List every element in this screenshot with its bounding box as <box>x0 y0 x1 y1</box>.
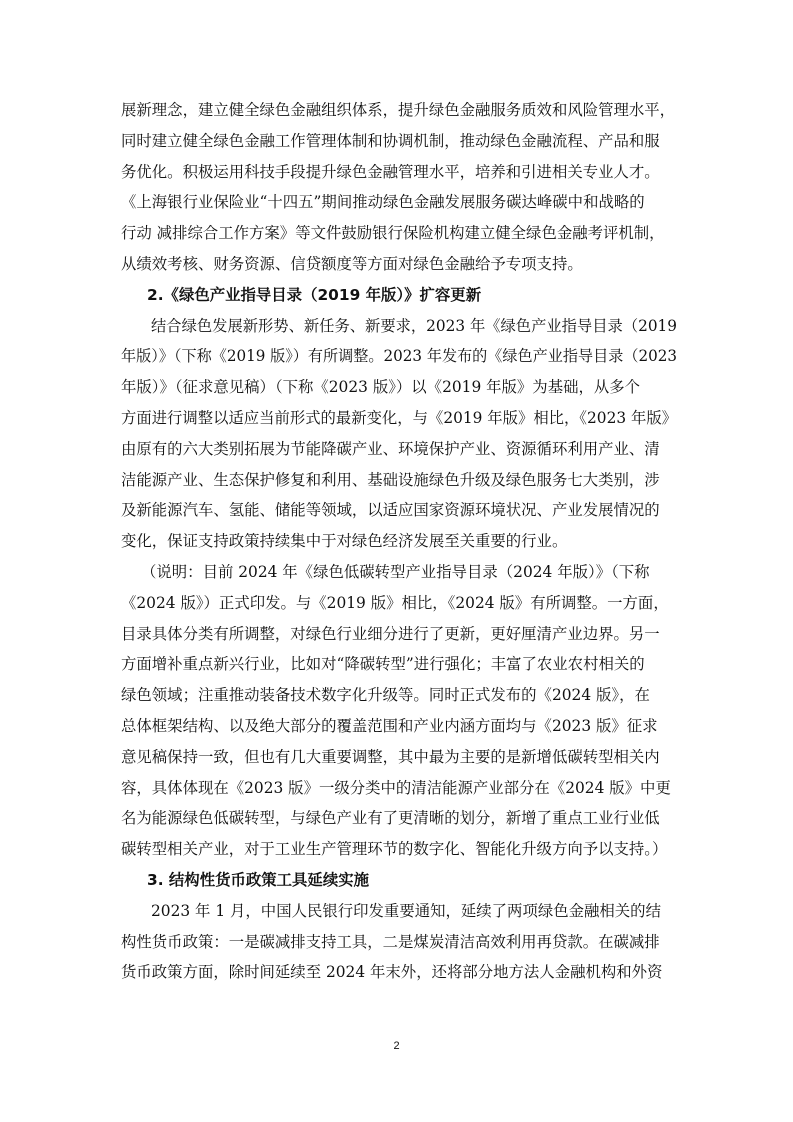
document-body <box>121 95 678 988</box>
paragraph-line: 由原有的六大类别拓展为节能降碳产业、环境保护产业、资源循环利用产业、清 <box>121 439 660 458</box>
paragraph-line: 结合绿色发展新形势、新任务、新要求，2023 年《绿色产业指导目录（2019 <box>151 316 678 335</box>
paragraph-line: （说明：目前 2024 年《绿色低碳转型产业指导目录（2024 年版）》（下称 <box>141 562 650 581</box>
paragraph-line: 年版）》（征求意见稿）（下称《2023 版》）以《2019 年版》为基础，从多个 <box>121 378 641 397</box>
paragraph-line: 行动 减排综合工作方案》等文件鼓励银行保险机构建立健全绿色金融考评机制， <box>121 224 665 243</box>
paragraph-line: 2023 年 1 月，中国人民银行印发重要通知，延续了两项绿色金融相关的结 <box>151 901 661 920</box>
paragraph-line: 名为能源绿色低碳转型，与绿色产业有了更清晰的划分，新增了重点工业行业低 <box>121 809 660 828</box>
paragraph-line: 变化，保证支持政策持续集中于对绿色经济发展至关重要的行业。 <box>121 532 568 551</box>
page-number: 2 <box>393 1040 400 1052</box>
section-heading: 2.《绿色产业指导目录（2019 年版）》扩容更新 <box>147 285 482 304</box>
paragraph-line: 《上海银行业保险业“十四五”期间推动绿色金融发展服务碳达峰碳中和战略的 <box>121 193 645 212</box>
paragraph-line: 《2024 版》）正式印发。与《2019 版》相比，《2024 版》有所调整。一方面， <box>121 593 669 612</box>
paragraph-line: 年版）》（下称《2019 版》）有所调整。2023 年发布的《绿色产业指导目录（2023 <box>121 347 678 366</box>
paragraph-line: 方面进行调整以适应当前形式的最新变化，与《2019 年版》相比，《2023 年版》 <box>121 408 678 427</box>
paragraph-line: 洁能源产业、生态保护修复和利用、基础设施绿色升级及绿色服务七大类别，涉 <box>121 470 660 489</box>
paragraph-line: 意见稿保持一致，但也有几大重要调整，其中最为主要的是新增低碳转型相关内 <box>121 747 660 766</box>
paragraph-line: 方面增补重点新兴行业，比如对“降碳转型”进行强化；丰富了农业农村相关的 <box>121 655 645 674</box>
paragraph-line: 及新能源汽车、氢能、储能等领域，以适应国家资源环境状况、产业发展情况的 <box>121 501 660 520</box>
paragraph-line: 同时建立健全绿色金融工作管理体制和协调机制，推动绿色金融流程、产品和服 <box>121 131 660 150</box>
paragraph-line: 目录具体分类有所调整，对绿色行业细分进行了更新，更好厘清产业边界。另一 <box>121 624 660 643</box>
section-heading: 3. 结构性货币政策工具延续实施 <box>147 870 369 889</box>
paragraph-line: 碳转型相关产业，对于工业生产管理环节的数字化、智能化升级方向予以支持。） <box>121 840 668 859</box>
paragraph-line: 展新理念，建立健全绿色金融组织体系，提升绿色金融服务质效和风险管理水平， <box>121 101 676 119</box>
paragraph-line: 从绩效考核、财务资源、信贷额度等方面对绿色金融给予专项支持。 <box>121 254 583 273</box>
paragraph-line: 构性货币政策：一是碳减排支持工具，二是煤炭清洁高效利用再贷款。在碳减排 <box>121 932 660 951</box>
paragraph-line: 务优化。积极运用科技手段提升绿色金融管理水平，培养和引进相关专业人才。 <box>121 162 660 181</box>
paragraph-line: 总体框架结构、以及绝大部分的覆盖范围和产业内涵方面均与《2023 版》征求 <box>121 716 658 735</box>
paragraph-line: 容，具体体现在《2023 版》一级分类中的清洁能源产业部分在《2024 版》中更 <box>121 778 671 797</box>
paragraph-line: 绿色领域；注重推动装备技术数字化升级等。同时正式发布的《2024 版》，在 <box>121 686 650 705</box>
paragraph-line: 货币政策方面，除时间延续至 2024 年末外，还将部分地方法人金融机构和外资 <box>121 963 663 982</box>
